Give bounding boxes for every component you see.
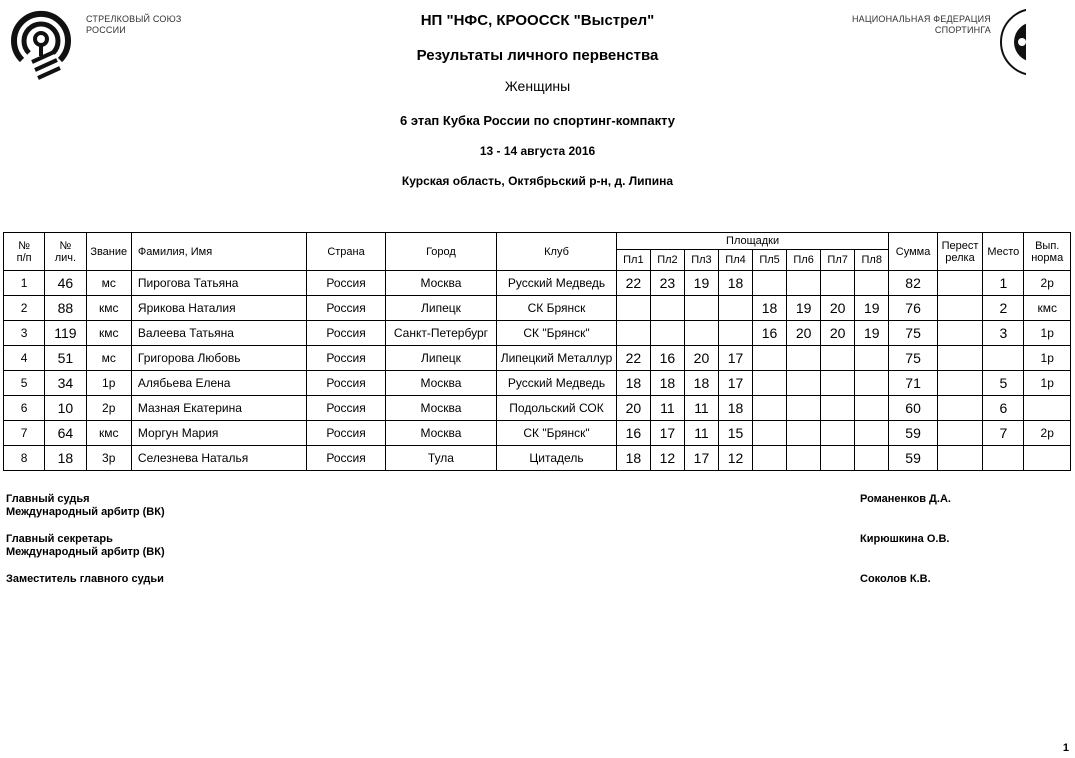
table-row [4, 296, 1071, 321]
cell-range-7 [821, 446, 855, 471]
cell-range-3: 19 [684, 271, 718, 296]
table-row [4, 396, 1071, 421]
cell-range-4 [718, 321, 752, 346]
cell-place: 6 [983, 396, 1024, 421]
col-header-range-1: Пл1 [616, 250, 650, 271]
cell-range-3: 17 [684, 446, 718, 471]
cell-place: 2 [983, 296, 1024, 321]
cell-range-5 [753, 271, 787, 296]
cell-range-2: 17 [650, 421, 684, 446]
cell-range-2: 16 [650, 346, 684, 371]
cell-range-5 [753, 396, 787, 421]
cell-name: Алябьева Елена [131, 371, 306, 396]
cell-club: Русский Медведь [497, 271, 617, 296]
cell-country: Россия [307, 421, 385, 446]
document-title: Результаты личного первенства [416, 47, 659, 64]
competition-group: Женщины [504, 78, 571, 94]
cell-range-3: 11 [684, 421, 718, 446]
cell-rank: мс [86, 346, 131, 371]
cell-range-4: 18 [718, 271, 752, 296]
cell-shootoff [937, 321, 982, 346]
cell-norm: 1р [1024, 371, 1071, 396]
col-header-sum: Сумма [889, 233, 937, 271]
cell-place: 1 [983, 271, 1024, 296]
table-row [4, 371, 1071, 396]
cell-rank: кмс [86, 421, 131, 446]
col-header-num: № п/п [4, 233, 45, 271]
col-header-range-5: Пл5 [753, 250, 787, 271]
cell-range-7 [821, 421, 855, 446]
cell-range-5 [753, 371, 787, 396]
cell-shootoff [937, 346, 982, 371]
col-header-range-3: Пл3 [684, 250, 718, 271]
chief-secretary-role: Главный секретарь Международный арбитр (ВК) [6, 533, 165, 558]
cell-range-4: 15 [718, 421, 752, 446]
cell-sum: 59 [889, 446, 937, 471]
cell-norm: 1р [1024, 346, 1071, 371]
cell-range-8 [855, 446, 889, 471]
org-right-line2: СПОРТИНГА [934, 25, 991, 35]
cell-bib: 10 [45, 396, 86, 421]
cell-city: Москва [385, 271, 496, 296]
cell-club: Подольский СОК [497, 396, 617, 421]
col-header-place: Место [983, 233, 1024, 271]
org-left-line2: РОССИИ [86, 25, 126, 35]
cell-city: Санкт-Петербург [385, 321, 496, 346]
cell-rank: мс [86, 271, 131, 296]
col-header-range-8: Пл8 [855, 250, 889, 271]
cell-shootoff [937, 371, 982, 396]
table-row [4, 346, 1071, 371]
cell-range-1 [616, 296, 650, 321]
cell-rank: 2р [86, 396, 131, 421]
cell-range-6 [787, 421, 821, 446]
col-header-club: Клуб [497, 233, 617, 271]
cell-norm [1024, 396, 1071, 421]
cell-range-4: 12 [718, 446, 752, 471]
cell-range-8 [855, 371, 889, 396]
cell-range-3: 11 [684, 396, 718, 421]
cell-club: Цитадель [497, 446, 617, 471]
cell-rank: 3р [86, 446, 131, 471]
cell-city: Москва [385, 371, 496, 396]
event-place: Курская область, Октябрьский р-н, д. Липина [401, 174, 674, 188]
cell-bib: 46 [45, 271, 86, 296]
cell-norm: 1р [1024, 321, 1071, 346]
page-number: 1 [1062, 742, 1069, 754]
cell-range-4: 17 [718, 346, 752, 371]
cell-range-6 [787, 271, 821, 296]
table-row [4, 446, 1071, 471]
cell-range-6 [787, 371, 821, 396]
col-header-bib: № лич. [45, 233, 86, 271]
cell-name: Мазная Екатерина [131, 396, 306, 421]
cell-bib: 119 [45, 321, 86, 346]
col-header-city: Город [385, 233, 496, 271]
cell-range-7 [821, 371, 855, 396]
cell-club: СК Брянск [497, 296, 617, 321]
cell-country: Россия [307, 321, 385, 346]
col-header-range-7: Пл7 [821, 250, 855, 271]
cell-sum: 59 [889, 421, 937, 446]
cell-range-3 [684, 321, 718, 346]
org-left-line1: СТРЕЛКОВЫЙ СОЮЗ [86, 14, 182, 24]
col-header-name: Фамилия, Имя [131, 233, 306, 271]
chief-judge-name: Романенков Д.А. [860, 493, 951, 505]
cell-country: Россия [307, 396, 385, 421]
cell-range-7 [821, 346, 855, 371]
col-header-range-2: Пл2 [650, 250, 684, 271]
cell-city: Липецк [385, 296, 496, 321]
cell-shootoff [937, 421, 982, 446]
cell-name: Валеева Татьяна [131, 321, 306, 346]
cell-shootoff [937, 396, 982, 421]
cell-place: 5 [983, 371, 1024, 396]
cell-num: 4 [4, 346, 45, 371]
deputy-judge-role: Заместитель главного судьи [6, 573, 164, 585]
cell-club: СК "Брянск" [497, 321, 617, 346]
cell-bib: 88 [45, 296, 86, 321]
cell-shootoff [937, 271, 982, 296]
cell-range-8: 19 [855, 321, 889, 346]
cell-city: Липецк [385, 346, 496, 371]
cell-range-1: 18 [616, 446, 650, 471]
cell-name: Пирогова Татьяна [131, 271, 306, 296]
cell-country: Россия [307, 271, 385, 296]
cell-range-1: 16 [616, 421, 650, 446]
results-table [3, 232, 1071, 471]
cell-range-2 [650, 296, 684, 321]
table-row [4, 271, 1071, 296]
cell-place: 7 [983, 421, 1024, 446]
table-row [4, 321, 1071, 346]
event-date: 13 - 14 августа 2016 [479, 144, 596, 158]
cell-range-8 [855, 396, 889, 421]
cell-club: СК "Брянск" [497, 421, 617, 446]
cell-city: Тула [385, 446, 496, 471]
cell-range-5: 18 [753, 296, 787, 321]
chief-judge-role: Главный судья Международный арбитр (ВК) [6, 493, 165, 518]
cell-name: Селезнева Наталья [131, 446, 306, 471]
cell-rank: 1р [86, 371, 131, 396]
cell-range-1: 18 [616, 371, 650, 396]
col-header-rank: Звание [86, 233, 131, 271]
cell-rank: кмс [86, 296, 131, 321]
cell-country: Россия [307, 446, 385, 471]
cell-range-1: 22 [616, 346, 650, 371]
cell-range-7: 20 [821, 321, 855, 346]
deputy-judge-name: Соколов К.В. [860, 573, 931, 585]
cell-range-7: 20 [821, 296, 855, 321]
cell-bib: 51 [45, 346, 86, 371]
cell-name: Григорова Любовь [131, 346, 306, 371]
cell-num: 5 [4, 371, 45, 396]
cell-country: Россия [307, 346, 385, 371]
cell-shootoff [937, 446, 982, 471]
cell-sum: 71 [889, 371, 937, 396]
cell-norm: 2р [1024, 271, 1071, 296]
event-name: 6 этап Кубка России по спортинг-компакту [399, 113, 675, 128]
cell-norm: кмс [1024, 296, 1071, 321]
cell-range-7 [821, 396, 855, 421]
chief-secretary-name: Кирюшкина О.В. [860, 533, 950, 545]
org-right-line1: НАЦИОНАЛЬНАЯ ФЕДЕРАЦИЯ [851, 14, 991, 24]
cell-range-2: 12 [650, 446, 684, 471]
cell-club: Русский Медведь [497, 371, 617, 396]
col-header-range-6: Пл6 [787, 250, 821, 271]
cell-range-4: 18 [718, 396, 752, 421]
cell-range-5 [753, 446, 787, 471]
cell-range-4 [718, 296, 752, 321]
cell-range-3: 20 [684, 346, 718, 371]
cell-range-7 [821, 271, 855, 296]
col-header-shootoff: Перест релка [937, 233, 982, 271]
col-header-ranges-group: Площадки [616, 233, 888, 250]
cell-place: 3 [983, 321, 1024, 346]
cell-range-6 [787, 396, 821, 421]
cell-rank: кмс [86, 321, 131, 346]
cell-num: 1 [4, 271, 45, 296]
cell-range-2: 11 [650, 396, 684, 421]
cell-sum: 60 [889, 396, 937, 421]
cell-range-1: 20 [616, 396, 650, 421]
cell-range-2: 18 [650, 371, 684, 396]
cell-bib: 64 [45, 421, 86, 446]
col-header-norm: Вып. норма [1024, 233, 1071, 271]
cell-sum: 75 [889, 321, 937, 346]
cell-range-4: 17 [718, 371, 752, 396]
cell-range-8 [855, 271, 889, 296]
cell-shootoff [937, 296, 982, 321]
cell-bib: 34 [45, 371, 86, 396]
cell-place [983, 446, 1024, 471]
cell-place [983, 346, 1024, 371]
col-header-country: Страна [307, 233, 385, 271]
cell-num: 3 [4, 321, 45, 346]
cell-city: Москва [385, 421, 496, 446]
cell-range-5 [753, 421, 787, 446]
cell-club: Липецкий Металлур [497, 346, 617, 371]
cell-range-8: 19 [855, 296, 889, 321]
col-header-range-4: Пл4 [718, 250, 752, 271]
organization-title: НП "НФС, КРООССК "Выстрел" [420, 12, 655, 29]
cell-sum: 76 [889, 296, 937, 321]
cell-range-6 [787, 346, 821, 371]
cell-bib: 18 [45, 446, 86, 471]
cell-sum: 82 [889, 271, 937, 296]
cell-num: 6 [4, 396, 45, 421]
table-row [4, 421, 1071, 446]
cell-norm [1024, 446, 1071, 471]
cell-range-1: 22 [616, 271, 650, 296]
cell-range-2: 23 [650, 271, 684, 296]
cell-city: Москва [385, 396, 496, 421]
cell-country: Россия [307, 296, 385, 321]
cell-sum: 75 [889, 346, 937, 371]
cell-range-6: 19 [787, 296, 821, 321]
cell-num: 7 [4, 421, 45, 446]
cell-range-3: 18 [684, 371, 718, 396]
cell-range-8 [855, 421, 889, 446]
cell-num: 2 [4, 296, 45, 321]
cell-country: Россия [307, 371, 385, 396]
cell-range-2 [650, 321, 684, 346]
cell-range-5: 16 [753, 321, 787, 346]
cell-norm: 2р [1024, 421, 1071, 446]
cell-range-8 [855, 346, 889, 371]
cell-num: 8 [4, 446, 45, 471]
cell-name: Ярикова Наталия [131, 296, 306, 321]
cell-range-1 [616, 321, 650, 346]
cell-range-3 [684, 296, 718, 321]
cell-name: Моргун Мария [131, 421, 306, 446]
cell-range-5 [753, 346, 787, 371]
cell-range-6: 20 [787, 321, 821, 346]
cell-range-6 [787, 446, 821, 471]
